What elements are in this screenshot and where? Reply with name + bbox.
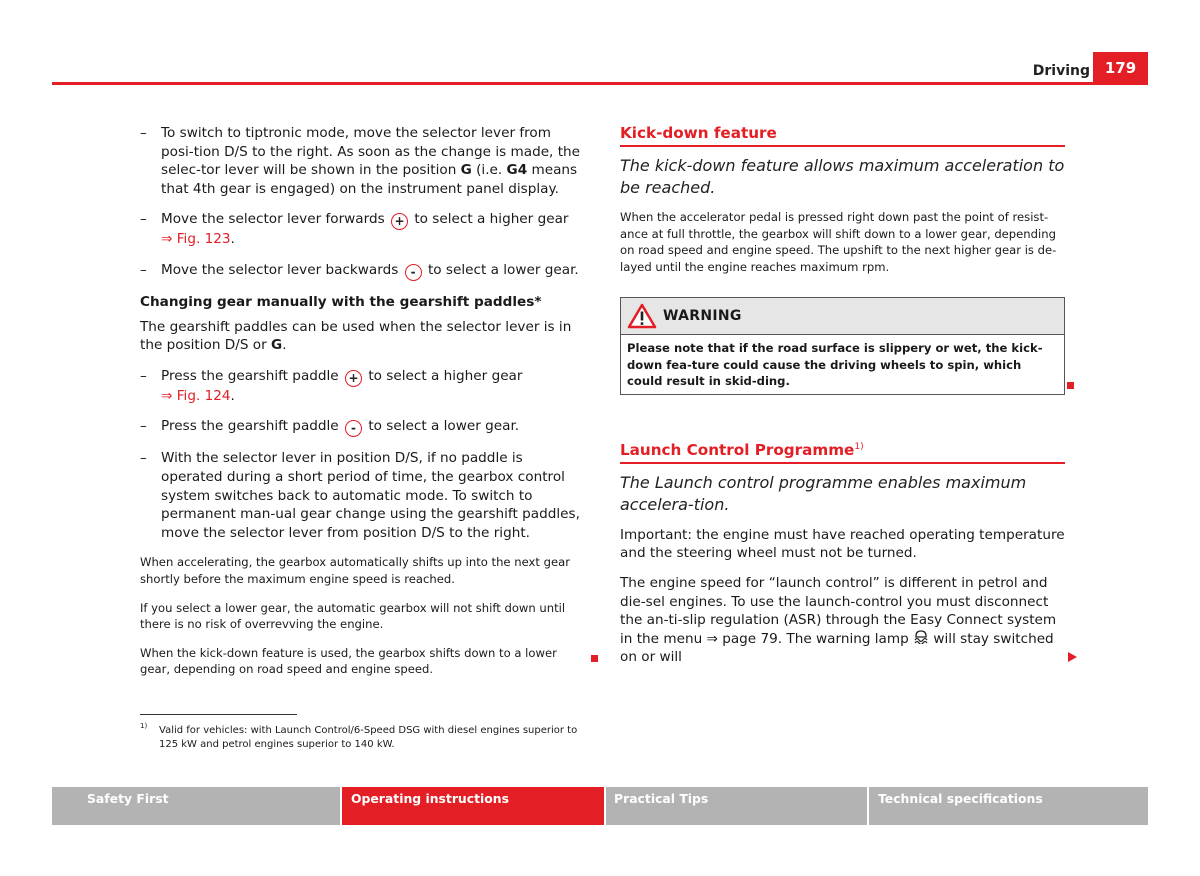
launch-paragraph: The engine speed for “launch control” is different in petrol and die-sel engines. To use the launch-control you must disconnect the an-ti-slip regulation (ASR) through the Easy Connect system in the menu ⇒ page 79. The warning lamp will stay switched on or will: [620, 574, 1065, 667]
list-item: – Move the selector lever forwards + to select a higher gear ⇒ Fig. 123.: [140, 211, 569, 248]
kickdown-intro: The kick-down feature allows maximum acceleration to be reached.: [620, 156, 1065, 197]
page-number: 179: [1093, 52, 1148, 83]
warning-text: Please note that if the road surface is slippery or wet, the kick-down fea-ture could cause the driving wheels to spin, which could result in skid-ding.: [627, 341, 1043, 389]
minus-symbol-icon: -: [345, 420, 362, 437]
left-column: [140, 124, 584, 690]
kickdown-body: When the accelerator pedal is pressed right down past the point of resist-ance at full throttle, the gearbox will shift down to a lower gear, depending on road speed and engine speed. The upshift to the next higher gear is de-layed until the engine reaches maximum rpm.: [620, 210, 1057, 274]
figure-link[interactable]: ⇒ Fig. 123: [161, 231, 231, 248]
tab-practical-tips[interactable]: Practical Tips: [606, 787, 867, 825]
footnote-mark: 1): [140, 722, 148, 730]
continue-arrow-icon: [1068, 652, 1077, 662]
section-title: Driving: [1032, 63, 1090, 79]
list-item: – Press the gearshift paddle + to select a higher gear ⇒ Fig. 124.: [140, 367, 523, 404]
warning-wrapper: [620, 297, 1065, 395]
end-of-section-icon: [591, 655, 598, 662]
list-item: – To switch to tiptronic mode, move the selector lever from posi-tion D/S to the right. As soon as the change is made, the selec-tor lever will be shown in the position G (i.e. G4 means that 4th gear is engaged) on the instrument panel display.: [140, 125, 581, 197]
tab-operating-instructions[interactable]: Operating instructions: [342, 787, 604, 825]
plus-symbol-icon: +: [391, 213, 408, 230]
figure-link[interactable]: ⇒ Fig. 124: [161, 387, 231, 404]
tab-safety-first[interactable]: Safety First: [52, 787, 340, 825]
footnote-text: Valid for vehicles: with Launch Control/6-Speed DSG with diesel engines superior to 125 kW and petrol engines superior to 140 kW.: [159, 725, 578, 750]
launch-heading: Launch Control Programme$^{1)}$: [620, 441, 1065, 464]
minus-symbol-icon: -: [405, 264, 422, 281]
subheading: Changing gear manually with the gearshift paddles*: [140, 293, 542, 310]
warning-header: [621, 298, 1064, 335]
list-item: – Move the selector lever backwards - to select a lower gear.: [140, 261, 579, 279]
warning-title: WARNING: [663, 308, 742, 324]
tab-technical-specifications[interactable]: Technical specifications: [869, 787, 1148, 825]
list-item: – Press the gearshift paddle - to select a lower gear.: [140, 418, 520, 436]
footnote-ref: 1): [854, 441, 864, 452]
launch-intro: The Launch control programme enables maximum accelera-tion.: [620, 472, 1027, 514]
note-paragraph: When accelerating, the gearbox automatically shifts up into the next gear shortly before the maximum engine speed is reached.: [140, 555, 570, 586]
footnote-rule: [140, 714, 297, 715]
header-rule: [52, 82, 1148, 85]
kickdown-heading: Kick-down feature: [620, 124, 1065, 147]
paddles-paragraph: The gearshift paddles can be used when the selector lever is in the position D/S or G.: [140, 318, 572, 354]
warning-triangle-icon: [627, 303, 657, 329]
list-item: – With the selector lever in position D/S, if no paddle is operated during a short period of time, the gearbox control system switches back to automatic mode. To switch to permanent man-ual gear change using the gearshift paddles, move the selector lever from position D/S to the right.: [140, 450, 580, 541]
warning-box: [620, 297, 1065, 395]
list-dash: –: [140, 125, 147, 141]
note-paragraph: When the kick-down feature is used, the gearbox shifts down to a lower gear, depending on road speed and engine speed.: [140, 645, 584, 678]
traction-control-lamp-icon: [913, 630, 929, 644]
note-paragraph: If you select a lower gear, the automatic gearbox will not shift down until there is no risk of overrevving the engine.: [140, 600, 566, 632]
launch-paragraph: Important: the engine must have reached operating temperature and the steering wheel must not be turned.: [620, 526, 1065, 562]
plus-symbol-icon: +: [345, 370, 362, 387]
right-column: [620, 124, 1065, 678]
end-of-section-icon: [1067, 382, 1074, 389]
